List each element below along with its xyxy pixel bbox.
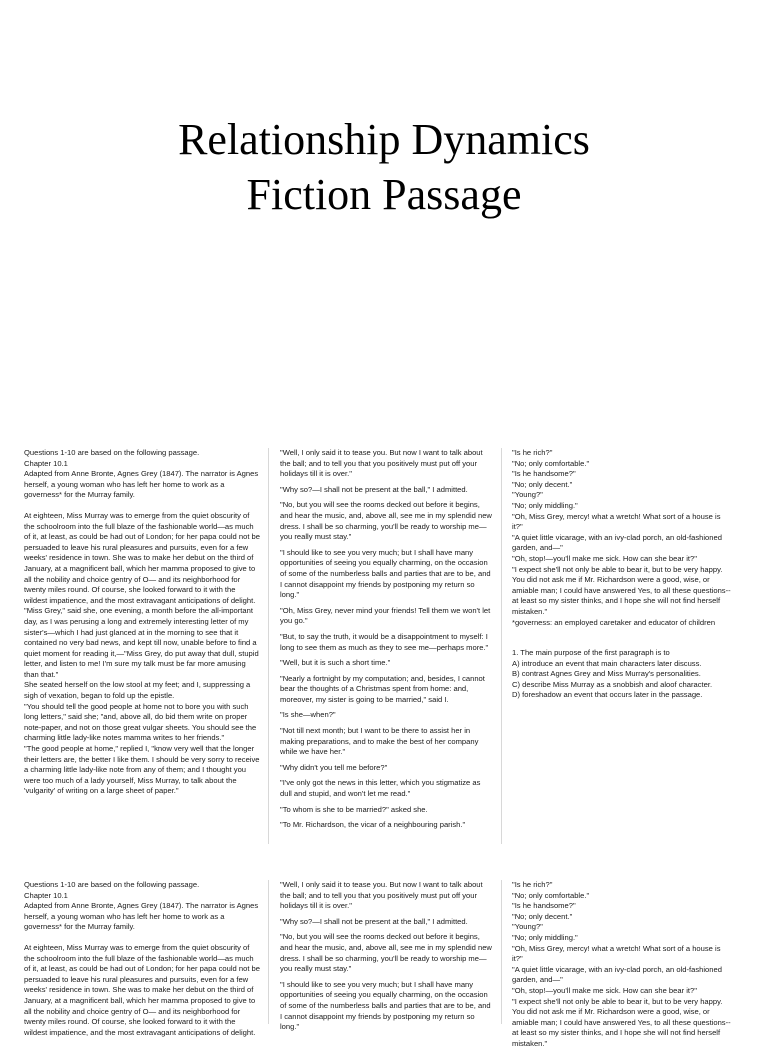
dialogue-line: "A quiet little vicarage, with an ivy-clad porch, an old-fashioned garden, and—" [512, 964, 722, 985]
dialogue-line: "No; only middling." [512, 932, 578, 942]
passage-page-2 [0, 880, 768, 1048]
passage-column-1 [24, 880, 260, 1038]
paragraph: "Why so?—I shall not be present at the ball," I admitted. [280, 916, 468, 926]
dialogue-line: "No; only middling." [512, 500, 578, 510]
paragraph: "Is she—when?" [280, 710, 336, 720]
paragraph: "Nearly a fortnight by my computation; and, besides, I cannot bear the thoughts of a Christmas spent from home: and, moreover, my sister is going to be married," said I. [280, 673, 485, 704]
paragraph: "Well, I only said it to tease you. But now I want to talk about the ball; and to tell you that you positively must put off your holidays till it is over." [280, 448, 483, 479]
answer-choice-d: D) foreshadow an event that occurs later in the passage. [512, 690, 703, 700]
paragraph: "Well, but it is such a short time." [280, 658, 391, 668]
dialogue-line: "No; only comfortable." [512, 890, 590, 900]
paragraph: "No, but you will see the rooms decked out before it begins, and hear the music, and, above all, see me in my splendid new dress. I shall be so charming, you'll be ready to worship me—you really must stay." [280, 500, 492, 542]
paragraph: At eighteen, Miss Murray was to emerge from the quiet obscurity of the schoolroom into the full blaze of the fashionable world—as much of it, at least, as could be had out of London; for her papa could not be persuaded to leave his rural pleasures and pursuits, even for a few weeks' residence in town. She was to make her debut on the third of January, at a magnificent ball, which her mamma proposed to give to all the nobility and choice gentry of O— and its neighborhood for twenty miles round. Of course, she looked forward to it with the wildest impatience, and the most extravagant anticipations of delight. [24, 510, 260, 605]
dialogue-line: "I expect she'll not only be able to bear it, but to be very happy. You did not ask me if Mr. Richardson were a good, wise, or amiable man; I could have answered Yes, to all these questions--at least so my sister thinks, and I hope she will not find herself mistaken." [512, 996, 731, 1048]
question-stem: 1. The main purpose of the first paragraph is to [512, 648, 670, 658]
paragraph: At eighteen, Miss Murray was to emerge from the quiet obscurity of the schoolroom into the full blaze of the fashionable world—as much of it, at least, as could be had out of London; for her papa could not be persuaded to leave his rural pleasures and pursuits, even for a few weeks' residence in town. She was to make her debut on the third of January, at a magnificent ball, which her mamma proposed to give to all the nobility and choice gentry of O— and its neighborhood for twenty miles round. Of course, she looked forward to it with the wildest impatience, and the most extravagant anticipations of delight. [24, 942, 260, 1037]
passage-column-2 [280, 880, 492, 1033]
paragraph: "I've only got the news in this letter, which you stigmatize as dull and stupid, and won't let me read." [280, 778, 481, 799]
dialogue-line: "Oh, Miss Grey, mercy! what a wretch! What sort of a house is it?" [512, 943, 721, 964]
paragraph: "I should like to see you very much; but I shall have many opportunities of seeing you equally charming, on the occasion of some of the numberless balls and parties that are to be, and I cannot disappoint my friends by postponing my return so long." [280, 979, 491, 1032]
paragraph: "Why didn't you tell me before?" [280, 762, 388, 772]
passage-column-2 [280, 448, 492, 831]
column-divider [268, 880, 269, 1024]
chapter-label: Chapter 10.1 [24, 458, 68, 468]
answer-choice-b: B) contrast Agnes Grey and Miss Murray's personalities. [512, 669, 701, 679]
document-title [0, 112, 768, 222]
paragraph: "No, but you will see the rooms decked out before it begins, and hear the music, and, above all, see me in my splendid new dress. I shall be so charming, you'll be ready to worship me—you really must stay." [280, 932, 492, 974]
dialogue-line: "Young?" [512, 490, 543, 500]
paragraph: "Why so?—I shall not be present at the ball," I admitted. [280, 484, 468, 494]
passage-page-1 [0, 448, 768, 848]
intro-line: Questions 1-10 are based on the following passage. [24, 880, 200, 889]
dialogue-line: "Is he handsome?" [512, 901, 576, 911]
answer-choice-c: C) describe Miss Murray as a snobbish and aloof character. [512, 679, 713, 689]
column-divider [501, 448, 502, 844]
footnote: *governess: an employed caretaker and educator of children [512, 617, 716, 627]
paragraph: "But, to say the truth, it would be a disappointment to myself: I long to see them as much as they to see me—perhaps more." [280, 631, 489, 652]
passage-column-1 [24, 448, 260, 797]
column-divider [268, 448, 269, 844]
dialogue-line: "I expect she'll not only be able to bear it, but to be very happy. You did not ask me if Mr. Richardson were a good, wise, or amiable man; I could have answered Yes, to all these questions--at least so my sister thinks, and I hope she will not find herself mistaken." [512, 564, 731, 616]
answer-choice-a: A) introduce an event that main characters later discuss. [512, 658, 702, 668]
dialogue-line: "Oh, stop!—you'll make me sick. How can she bear it?" [512, 985, 697, 995]
dialogue-line: "No; only comfortable." [512, 458, 590, 468]
dialogue-line: "Young?" [512, 922, 543, 932]
title-line-1: Relationship Dynamics [178, 115, 590, 164]
dialogue-line: "Oh, Miss Grey, mercy! what a wretch! What sort of a house is it?" [512, 511, 721, 532]
paragraph: "I should like to see you very much; but I shall have many opportunities of seeing you equally charming, on the occasion of some of the numberless balls and parties that are to be, and I cannot disappoint my friends by postponing my return so long." [280, 547, 491, 600]
passage-column-3 [512, 448, 732, 701]
dialogue-line: "Is he rich?" [512, 448, 553, 457]
paragraph: "You should tell the good people at home not to bore you with such long letters," said she; "and, above all, do bid them write on proper note-paper, and not on those great vulgar sheets. You should see the charming little lady-like notes mamma writes to her friends." [24, 701, 257, 743]
intro-line: Questions 1-10 are based on the following passage. [24, 448, 200, 457]
paragraph: "Oh, Miss Grey, never mind your friends! Tell them we won't let you go." [280, 605, 491, 626]
dialogue-line: "Oh, stop!—you'll make me sick. How can she bear it?" [512, 553, 697, 563]
column-divider [501, 880, 502, 1024]
chapter-label: Chapter 10.1 [24, 890, 68, 900]
paragraph: "Not till next month; but I want to be there to assist her in making preparations, and to make the best of her company while we have her." [280, 726, 479, 757]
dialogue-line: "Is he rich?" [512, 880, 553, 889]
paragraph: "The good people at home," replied I, "know very well that the longer their letters are, the better I like them. I should be very sorry to receive a charming little lady-like note from any of them; and I thought you were too much of a lady yourself, Miss Murray, to talk about the 'vulgarity' of writing on a large sheet of paper." [24, 744, 260, 796]
source-note: Adapted from Anne Bronte, Agnes Grey (1847). The narrator is Agnes herself, a young woman who has left her home to work as a governess* for the Murray family. [24, 469, 259, 500]
source-note: Adapted from Anne Bronte, Agnes Grey (1847). The narrator is Agnes herself, a young woman who has left her home to work as a governess* for the Murray family. [24, 901, 259, 932]
paragraph: "Well, I only said it to tease you. But now I want to talk about the ball; and to tell you that you positively must put off your holidays till it is over." [280, 880, 483, 911]
paragraph: "To whom is she to be married?" asked she. [280, 804, 428, 814]
paragraph: She seated herself on the low stool at my feet; and I, suppressing a sigh of vexation, began to fold up the epistle. [24, 680, 251, 701]
dialogue-line: "No; only decent." [512, 479, 573, 489]
dialogue-line: "Is he handsome?" [512, 469, 576, 479]
dialogue-line: "No; only decent." [512, 911, 573, 921]
paragraph: "To Mr. Richardson, the vicar of a neighbouring parish." [280, 820, 466, 830]
paragraph: "Miss Grey," said she, one evening, a month before the all-important day, as I was perusing a long and extremely interesting letter of my sister's—which I had just glanced at in the morning to see that it contained no very bad news, and kept till now, unable before to find a quiet moment for reading it,—"Miss Grey, do put away that dull, stupid letter, and listen to me! I'm sure my talk must be far more amusing than that." [24, 606, 259, 679]
passage-column-3 [512, 880, 732, 1050]
title-line-2: Fiction Passage [246, 170, 522, 219]
dialogue-line: "A quiet little vicarage, with an ivy-clad porch, an old-fashioned garden, and—" [512, 532, 722, 553]
